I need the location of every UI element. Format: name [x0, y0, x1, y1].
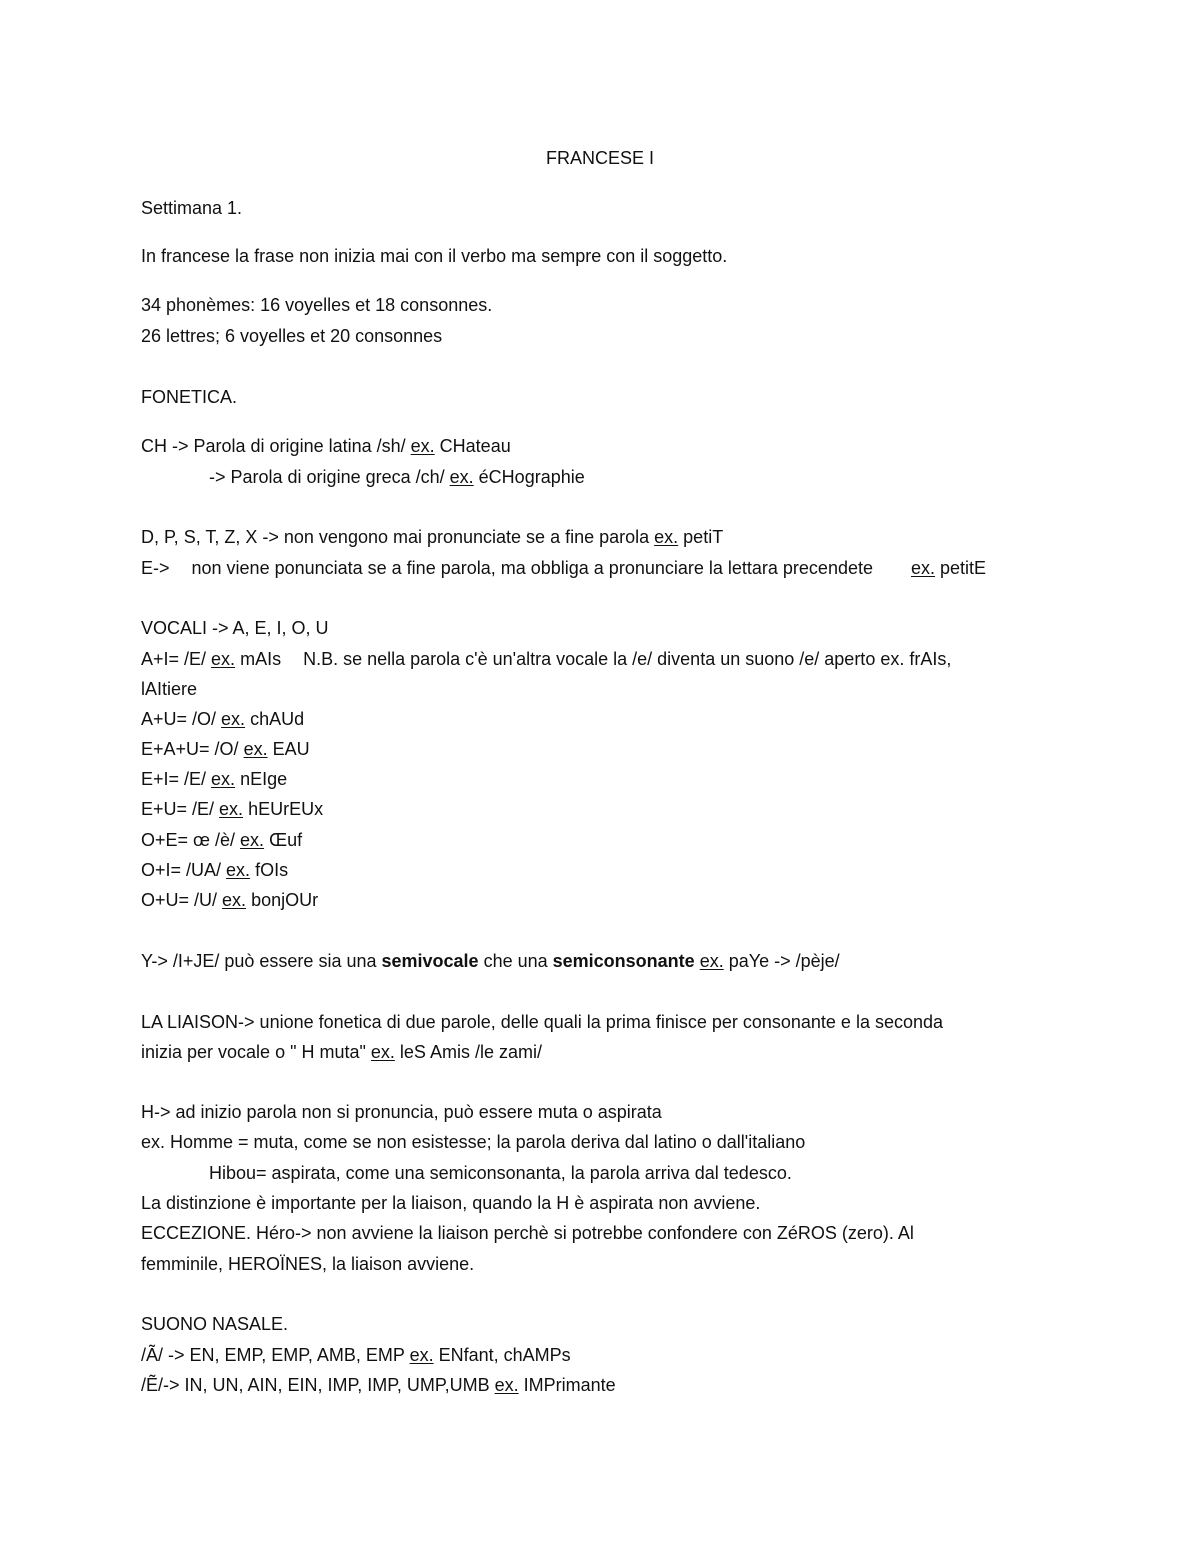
ex-label: ex. [494, 1375, 519, 1395]
liaison-definition: LA LIAISON-> unione fonetica di due parole, delle quali la prima finisce per consonante e la seconda [141, 1012, 944, 1032]
phonemes-line: 34 phonèmes: 16 voyelles et 18 consonnes. [141, 295, 493, 315]
h-rule-line: H-> ad inizio parola non si pronuncia, può essere muta o aspirata [141, 1102, 662, 1122]
y-semivowel-line: Y-> /I+JE/ può essere sia una semivocale che una semiconsonante ex. paYe -> /pèje/ [141, 951, 840, 971]
ex-label: ex. [410, 436, 435, 456]
h-exception-continued: femminile, HEROÏNES, la liaison avviene. [141, 1254, 475, 1274]
ai-line: A+I= /E/ ex. mAIs N.B. se nella parola c'è un'altra vocale la /e/ diventa un suono /e/ aperto ex. frAIs, [141, 649, 952, 669]
h-example-homme: ex. Homme = muta, come se non esistesse; la parola deriva dal latino o dall'italiano [141, 1132, 806, 1152]
ch-greek-line: -> Parola di origine greca /ch/ ex. éCHographie [209, 467, 585, 487]
ex-label: ex. [409, 1345, 434, 1365]
vowel-combo-row: O+E= œ /è/ ex. Œuf [141, 830, 303, 850]
h-exception-line: ECCEZIONE. Héro-> non avviene la liaison perchè si potrebbe confondere con ZéROS (zero). Al [141, 1223, 914, 1243]
h-example-hibou: Hibou= aspirata, come una semiconsonanta, la parola arriva dal tedesco. [209, 1163, 792, 1183]
ex-label: ex. [654, 527, 679, 547]
ex-label: ex. [211, 649, 236, 669]
ex-label: ex. [699, 951, 724, 971]
h-distinction-line: La distinzione è importante per la liaison, quando la H è aspirata non avviene. [141, 1193, 761, 1213]
ex-label: ex. [221, 709, 246, 729]
letters-line: 26 lettres; 6 voyelles et 20 consonnes [141, 326, 443, 346]
ex-label: ex. [222, 890, 247, 910]
ex-label: ex. [910, 558, 935, 578]
ex-label: ex. [240, 830, 265, 850]
ex-label: ex. [226, 860, 251, 880]
intro-sentence: In francese la frase non inizia mai con il verbo ma sempre con il soggetto. [141, 246, 728, 266]
vowel-combo-row: A+U= /O/ ex. chAUd [141, 709, 305, 729]
final-consonants-line: D, P, S, T, Z, X -> non vengono mai pronunciate se a fine parola ex. petiT [141, 527, 724, 547]
ch-latin-line: CH -> Parola di origine latina /sh/ ex. CHateau [141, 436, 511, 456]
ex-label: ex. [211, 769, 236, 789]
final-e-line: E-> non viene ponunciata se a fine parola, ma obbliga a pronunciare la lettara precendete ex. petitE [141, 558, 987, 578]
week-label: Settimana 1. [141, 198, 243, 218]
vowel-combo-row: E+U= /E/ ex. hEUrEUx [141, 799, 324, 819]
vowel-combo-row: O+U= /U/ ex. bonjOUr [141, 890, 319, 910]
nasal-a-line: /Ã/ -> EN, EMP, EMP, AMB, EMP ex. ENfant, chAMPs [141, 1345, 571, 1365]
fonetica-heading: FONETICA. [141, 387, 238, 407]
nasal-e-line: /Ẽ/-> IN, UN, AIN, EIN, IMP, IMP, UMP,UMB ex. IMPrimante [141, 1375, 616, 1395]
ex-label: ex. [370, 1042, 395, 1062]
vowel-combo-row: O+I= /UA/ ex. fOIs [141, 860, 289, 880]
ex-label: ex. [449, 467, 474, 487]
document-title: FRANCESE I [545, 148, 655, 168]
vowels-heading: VOCALI -> A, E, I, O, U [141, 618, 329, 638]
vowel-combo-row: E+I= /E/ ex. nEIge [141, 769, 288, 789]
nasal-heading: SUONO NASALE. [141, 1314, 289, 1334]
vowel-combo-row: E+A+U= /O/ ex. EAU [141, 739, 310, 759]
ex-label: ex. [243, 739, 268, 759]
liaison-definition-continued: inizia per vocale o " H muta" ex. leS Amis /le zami/ [141, 1042, 542, 1062]
ai-line-continued: lAItiere [141, 679, 198, 699]
ex-label: ex. [219, 799, 244, 819]
